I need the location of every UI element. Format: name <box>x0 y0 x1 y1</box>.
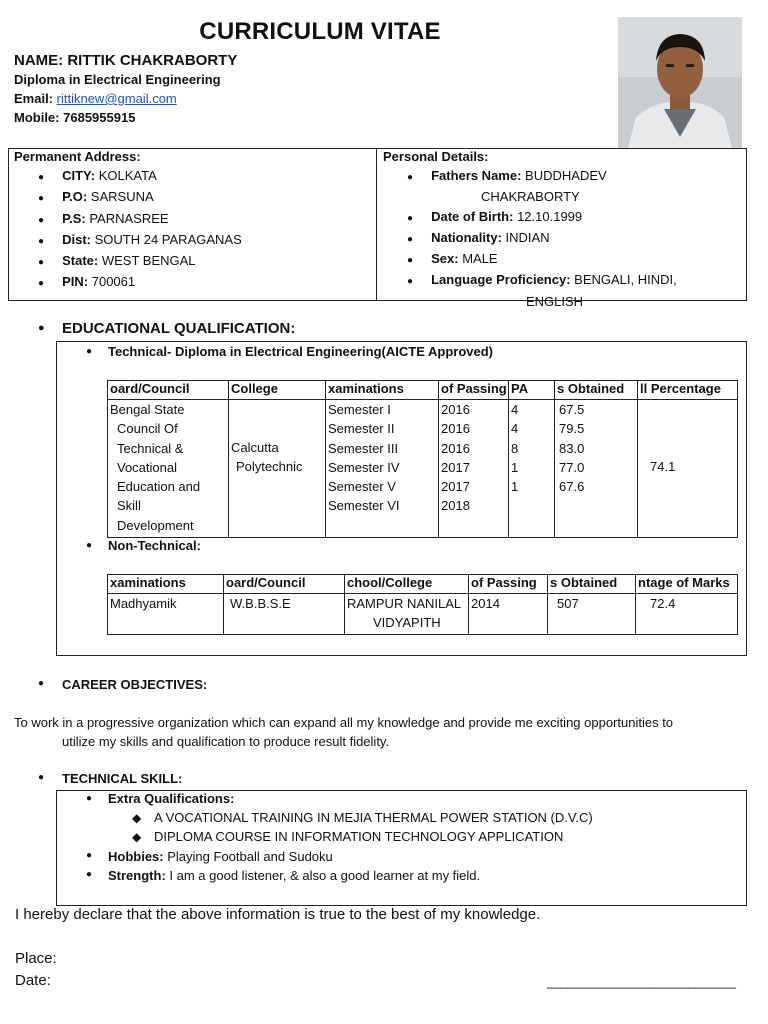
col-header: oard/Council <box>108 381 229 400</box>
table-row <box>108 594 738 635</box>
col-header: of Passing <box>469 575 548 594</box>
skills-box <box>56 790 747 906</box>
col-header: xaminations <box>326 381 439 400</box>
address-item: ● Dist: SOUTH 24 PARAGANAS <box>38 231 242 247</box>
bullet-icon: ● <box>38 678 45 689</box>
personal-item-nationality: ● Nationality: INDIAN <box>407 229 550 245</box>
marks-cell: 507 <box>548 594 636 635</box>
qualification-line: Diploma in Electrical Engineering <box>14 72 221 87</box>
address-item: ● CITY: KOLKATA <box>38 168 157 183</box>
candidate-name <box>14 52 237 69</box>
col-header: xaminations <box>108 575 224 594</box>
name-label: NAME: <box>14 52 64 69</box>
bullet-icon: ● <box>86 346 93 357</box>
col-header: s Obtained <box>555 381 638 400</box>
declaration-text: I hereby declare that the above information is true to the best of my knowledge. <box>15 906 541 923</box>
strength-line: Strength: I am a good listener, & also a good learner at my field. <box>108 868 481 883</box>
marks-cell: 67.5 79.5 83.0 77.0 67.6 <box>555 400 638 538</box>
personal-item-dob: ● Date of Birth: 12.10.1999 <box>407 208 583 224</box>
address-title: Permanent Address: <box>14 149 141 164</box>
gpa-cell: 4 4 8 1 1 <box>509 400 555 538</box>
table-header-row <box>108 381 738 400</box>
extra-item: A VOCATIONAL TRAINING IN MEJIA THERMAL POWER STATION (D.V.C) <box>154 810 593 825</box>
bullet-icon: ● <box>38 772 45 783</box>
extra-item: DIPLOMA COURSE IN INFORMATION TECHNOLOGY APPLICATION <box>154 829 564 844</box>
signature-line: ____________________________ <box>547 974 736 989</box>
details-divider <box>376 148 377 300</box>
personal-list <box>407 166 742 311</box>
nontech-title: Non-Technical: <box>108 538 201 553</box>
mobile-line <box>14 110 135 125</box>
career-text: To work in a progressive organization which can expand all my knowledge and provide me exciting opportunities to utilize my skills and qualification to produce result fidelity. <box>14 715 674 749</box>
email-line <box>14 91 177 106</box>
place-label: Place: <box>15 950 57 967</box>
col-header: ll Percentage <box>638 381 738 400</box>
diamond-icon: ◆ <box>132 811 142 825</box>
address-item: ● P.S: PARNASREE <box>38 210 169 226</box>
nontech-table <box>107 574 738 635</box>
year-cell: 2014 <box>469 594 548 635</box>
skills-title: TECHNICAL SKILL: <box>62 771 183 786</box>
bullet-icon: ● <box>86 869 93 880</box>
personal-item-language-cont: ENGLISH <box>526 293 584 309</box>
technical-title: Technical- Diploma in Electrical Engineering(AICTE Approved) <box>108 344 494 359</box>
personal-item-father-cont: CHAKRABORTY <box>481 189 580 205</box>
address-item: ● State: WEST BENGAL <box>38 253 196 269</box>
diamond-icon: ◆ <box>132 830 142 844</box>
school-cell: RAMPUR NANILAL VIDYAPITH <box>345 594 469 635</box>
profile-photo <box>618 17 742 148</box>
personal-item-sex: ● Sex: MALE <box>407 251 498 267</box>
technical-table <box>107 380 738 538</box>
mobile-label: Mobile: <box>14 110 60 125</box>
bullet-icon: ● <box>86 850 93 861</box>
portrait-image <box>618 17 742 148</box>
board-cell: W.B.B.S.E <box>224 594 345 635</box>
year-cell: 2016 2016 2016 2017 2017 2018 <box>439 400 509 538</box>
percentage-cell: 72.4 <box>636 594 738 635</box>
exam-cell: Madhyamik <box>108 594 224 635</box>
date-label: Date: <box>15 972 51 989</box>
col-header: s Obtained <box>548 575 636 594</box>
overall-cell: 74.1 <box>638 400 738 538</box>
page-title: CURRICULUM VITAE <box>199 18 441 45</box>
career-title: CAREER OBJECTIVES: <box>62 677 208 692</box>
email-label: Email: <box>14 91 54 106</box>
bullet-icon: ● <box>38 322 45 334</box>
table-header-row <box>108 575 738 594</box>
bullet-icon: ● <box>86 793 93 804</box>
name-value: RITTIK CHAKRABORTY <box>67 52 238 69</box>
hobbies-line: Hobbies: Playing Football and Sudoku <box>108 849 333 864</box>
college-cell: Calcutta Polytechnic <box>229 400 326 538</box>
address-item: ● PIN: 700061 <box>38 274 136 290</box>
col-header: of Passing <box>439 381 509 400</box>
exam-cell: Semester I Semester II Semester III Semester IV Semester V Semester VI <box>326 400 439 538</box>
address-list <box>38 166 242 294</box>
table-row <box>108 400 738 538</box>
col-header: chool/College <box>345 575 469 594</box>
col-header: ntage of Marks <box>636 575 738 594</box>
personal-item-language: ● Language Proficiency: BENGALI, HINDI, <box>407 272 677 288</box>
col-header: oard/Council <box>224 575 345 594</box>
bullet-icon: ● <box>86 540 93 551</box>
education-title: EDUCATIONAL QUALIFICATION: <box>62 320 296 337</box>
personal-item-father: ● Fathers Name: BUDDHADEV <box>407 168 607 183</box>
extra-label: Extra Qualifications: <box>108 791 235 806</box>
email-link[interactable]: rittiknew@gmail.com <box>56 91 177 106</box>
personal-title: Personal Details: <box>383 149 489 164</box>
address-item: ● P.O: SARSUNA <box>38 189 154 205</box>
col-header: PA <box>509 381 555 400</box>
board-cell: Bengal State Council Of Technical & Vocational Education and Skill Development <box>108 400 229 538</box>
mobile-value: 7685955915 <box>63 110 136 125</box>
col-header: College <box>229 381 326 400</box>
